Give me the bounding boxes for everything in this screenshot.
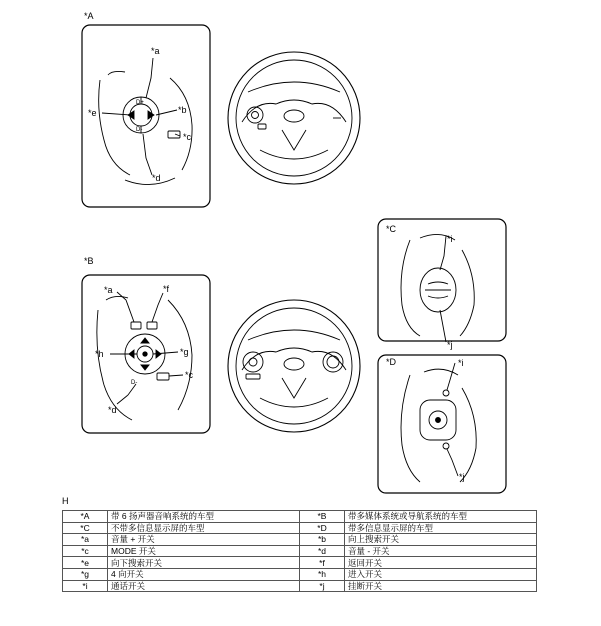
panel-d	[378, 355, 506, 493]
legend-key: *B	[300, 511, 345, 523]
legend-row	[63, 580, 537, 592]
legend-row	[63, 557, 537, 569]
panel-a	[82, 25, 210, 207]
svg-text:D+: D+	[136, 100, 144, 106]
legend-value: 音量 + 开关	[108, 534, 300, 546]
wheel-switch-bottom-left	[243, 352, 263, 372]
legend-value: 进入开关	[345, 568, 537, 580]
legend-row	[63, 522, 537, 534]
legend-key: *f	[300, 557, 345, 569]
legend-key: *d	[300, 545, 345, 557]
legend-key: *h	[300, 568, 345, 580]
legend-value: 带多媒体系统或导航系统的车型	[345, 511, 537, 523]
legend-value: 不带多信息显示屏的车型	[108, 522, 300, 534]
callout-a-bottom: *a	[104, 285, 113, 295]
callout-a-top: *a	[151, 46, 160, 56]
svg-text:D-: D-	[131, 380, 138, 386]
callout-g: *g	[180, 347, 189, 357]
legend-key: *e	[63, 557, 108, 569]
legend-value: 音量 - 开关	[345, 545, 537, 557]
steering-wheel-top	[228, 52, 360, 184]
panel-c	[378, 219, 506, 342]
wheel-switch-top	[247, 107, 263, 123]
callout-c-bottom: *c	[185, 370, 194, 380]
mode-switch-a	[168, 131, 180, 138]
callout-e: *e	[88, 108, 97, 118]
legend-key: *g	[63, 568, 108, 580]
legend-value: 带多信息显示屏的车型	[345, 522, 537, 534]
callout-j-d: *j	[459, 472, 465, 482]
callout-d-bottom: *d	[108, 405, 117, 415]
legend-row	[63, 534, 537, 546]
legend-table	[62, 510, 537, 592]
legend-value: 4 向开关	[108, 568, 300, 580]
legend-value: 向上搜索开关	[345, 534, 537, 546]
legend-value: 通话开关	[108, 580, 300, 592]
mode-switch-b	[157, 373, 169, 380]
svg-text:D-: D-	[136, 127, 143, 133]
callout-A: *A	[84, 11, 94, 21]
callout-h: *h	[95, 349, 104, 359]
legend-value: 挂断开关	[345, 580, 537, 592]
legend-row	[63, 568, 537, 580]
legend-value: 返回开关	[345, 557, 537, 569]
legend-value: MODE 开关	[108, 545, 300, 557]
legend-value: 带 6 扬声器音响系统的车型	[108, 511, 300, 523]
legend-key: *D	[300, 522, 345, 534]
callout-i-c: *i	[447, 234, 453, 244]
section-label: H	[62, 496, 69, 506]
callout-D: *D	[386, 357, 397, 367]
callout-i-d: *i	[458, 358, 464, 368]
callout-f: *f	[163, 284, 170, 294]
legend-key: *c	[63, 545, 108, 557]
callout-d-top: *d	[152, 173, 161, 183]
legend-row	[63, 545, 537, 557]
steering-wheel-bottom	[228, 300, 360, 432]
legend-key: *b	[300, 534, 345, 546]
callout-b: *b	[178, 105, 187, 115]
legend-key: *i	[63, 580, 108, 592]
callout-c-top: *c	[183, 132, 192, 142]
legend-key: *A	[63, 511, 108, 523]
legend-row	[63, 511, 537, 523]
legend-value: 向下搜索开关	[108, 557, 300, 569]
callout-C: *C	[386, 224, 397, 234]
legend-key: *j	[300, 580, 345, 592]
callout-B: *B	[84, 256, 94, 266]
legend-key: *a	[63, 534, 108, 546]
callout-j-c: *j	[447, 340, 453, 350]
legend-key: *C	[63, 522, 108, 534]
